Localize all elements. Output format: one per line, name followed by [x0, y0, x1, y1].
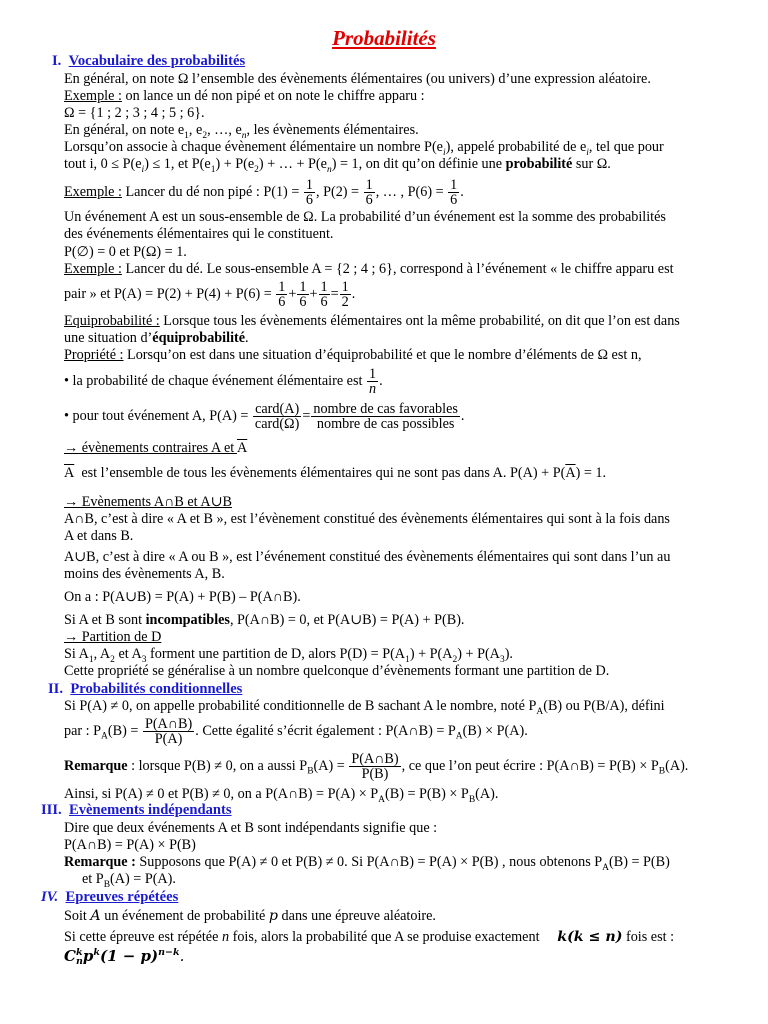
paragraph	[64, 698, 665, 715]
text: , tel que pour	[588, 139, 664, 155]
numerator: 1	[341, 279, 349, 295]
text: • la probabilité de chaque événement élémentaire est	[64, 372, 366, 389]
text: : lorsque P(B) ≠ 0, on a aussi P	[127, 757, 308, 774]
text: ).	[504, 646, 513, 662]
math-symbol: n	[221, 929, 230, 945]
numerator: 1	[365, 177, 373, 193]
denominator: 6	[450, 192, 458, 208]
paragraph: P(∅) = 0 et P(Ω) = 1.	[64, 244, 187, 260]
numerator: card(A)	[253, 402, 301, 417]
paragraph: A et dans B.	[64, 528, 134, 544]
numerator: nombre de cas favorables	[313, 401, 458, 417]
definition-label: Equiprobabilité :	[64, 313, 160, 329]
numerator: P(A∩B)	[351, 751, 399, 767]
fraction	[297, 280, 308, 309]
subscript: n	[75, 956, 83, 967]
text: pair » et P(A) = P(2) + P(4) + P(6) =	[64, 285, 276, 302]
fraction	[364, 178, 375, 207]
text: fois, alors la probabilité que A se produise exactement	[229, 929, 544, 945]
subscript: B	[103, 879, 111, 890]
denominator: 6	[278, 294, 286, 310]
page-title: Probabilités	[332, 26, 436, 50]
text: ) ≤ 1, et P(e	[144, 156, 211, 172]
subscript: A	[378, 794, 386, 805]
remark	[64, 752, 688, 781]
example-text: on lance un dé non pipé et on note le chiffre apparu :	[121, 88, 425, 104]
section-title: Epreuves répétées	[65, 889, 179, 905]
text: (B) × P(A).	[462, 722, 528, 739]
text: un événement de probabilité	[100, 908, 269, 924]
numerator: 1	[450, 177, 458, 193]
remark-label: Remarque :	[64, 854, 136, 870]
denominator: 6	[365, 192, 373, 208]
text: fois est :	[622, 929, 675, 945]
section-1-heading	[52, 53, 245, 70]
section-4-heading	[41, 889, 178, 906]
formula: P(A∩B) = P(A) × P(B)	[64, 837, 196, 853]
section-number: III.	[41, 802, 62, 818]
text: ) = 1, on dit qu’on définie une	[331, 156, 506, 172]
text: ) + P(A	[457, 646, 500, 662]
fraction	[304, 178, 315, 207]
complement-symbol: $\overline{A}$	[64, 465, 75, 481]
text: (A) = P(A).	[110, 871, 176, 887]
text: , P(2) =	[315, 183, 363, 200]
text: (A).	[665, 757, 689, 774]
text: forment une partition de D, alors P(D) = P(A	[146, 646, 406, 662]
denominator: nombre de cas possibles	[316, 416, 455, 432]
section-3-heading	[41, 802, 232, 819]
paragraph: A∪B, c’est à dire « A ou B », est l’événement constitué des évènements élémentaires qui sont dans l’un au	[64, 549, 671, 565]
example-line	[64, 88, 425, 105]
subscript: A	[455, 731, 463, 742]
superscript: k	[75, 947, 83, 958]
text: ) + P(A	[409, 646, 453, 662]
subscript: B	[307, 766, 314, 777]
text: Ainsi, si P(A) ≠ 0 et P(B) ≠ 0, on a P(A∩B) = P(A) × P	[64, 786, 379, 802]
keyword: probabilité	[505, 156, 573, 172]
formula: On a : P(A∪B) = P(A) + P(B) – P(A∩B).	[64, 589, 301, 605]
definition	[64, 313, 680, 330]
paragraph: Si $A_1$, $A_2$ et $A_3$ forment une partition de D, alors $P(D) = P(A_1) + P(A_2) + P(A_3)$.	[64, 646, 513, 665]
math-symbol: C	[64, 947, 76, 965]
binomial-formula	[64, 948, 184, 966]
text: .	[245, 330, 249, 346]
text: (A) =	[313, 757, 349, 774]
text: Supposons que P(A) ≠ 0 et P(B) ≠ 0. Si P(A∩B) = P(A) × P(B) , nous obtenons P	[135, 854, 603, 870]
text: (A).	[475, 786, 499, 802]
elementary-events: En général, on note $e_1$, $e_2$, …, $e_n$, les évènements élémentaires.	[64, 122, 419, 141]
numerator: 1	[305, 177, 313, 193]
text: dans une épreuve aléatoire.	[278, 908, 436, 924]
text: tout i, 0 ≤ P(e	[64, 156, 142, 172]
bullet-item: • pour tout événement A, P(A) = $\frac{\text{card(A)}}{\text{card(Ω)}}$ = $\frac{\text{nombre de cas favorables}}{\text{nombre de cas possibles}}$ .	[64, 401, 465, 432]
subsection-heading	[64, 440, 247, 457]
text: , ce que l’on peut écrire : P(A∩B) = P(B) × P	[401, 757, 659, 774]
section-2-heading	[48, 681, 242, 698]
paragraph	[64, 908, 436, 925]
paragraph	[64, 612, 464, 629]
text: → évènements contraires A et	[64, 440, 237, 456]
text: est l’ensemble de tous les évènements élémentaires qui ne sont pas dans A. P(A) + P(	[77, 465, 566, 481]
math-symbol: (1 − p)	[99, 947, 159, 965]
paragraph	[82, 871, 176, 888]
numerator: 1	[368, 366, 377, 382]
example-line: Exemple : Lancer du dé non pipé : P(1) = $\frac{1}{6}$ , P(2) = $\frac{1}{6}$ , … , P(6) = $\frac{1}{6}$ .	[64, 177, 464, 208]
complement-symbol: $\overline{A}$	[565, 465, 576, 481]
text: Si P(A) ≠ 0, on appelle probabilité conditionnelle de B sachant A le nombre, noté P	[64, 698, 537, 714]
paragraph: moins des évènements A, B.	[64, 566, 225, 582]
text: .	[179, 947, 185, 965]
paragraph: A∩B, c’est à dire « A et B », est l’évènement constitué des évènements élémentaires qui sont à la fois dans	[64, 511, 670, 527]
subscript: B	[658, 766, 666, 777]
remark-label: Remarque	[64, 757, 128, 774]
text: Si cette épreuve est répétée	[64, 929, 222, 945]
example-label: Exemple :	[64, 261, 122, 277]
text: . Cette égalité s’écrit également : P(A∩B) = P	[195, 722, 456, 739]
math-symbol: k(k ≤ n)	[557, 929, 623, 945]
text: Lancer du dé. Le sous-ensemble A = {2 ; 4 ; 6}, correspond à l’événement « le chiffre apparu est	[121, 261, 674, 277]
text: (B) ou P(B/A), défini	[543, 698, 665, 714]
text: Lancer du dé non pipé : P(1) =	[121, 183, 303, 200]
text: , …, e	[207, 122, 242, 138]
denominator: 6	[299, 294, 307, 310]
paragraph: Un événement A est un sous-ensemble de Ω. La probabilité d’un événement est la somme des probabilités	[64, 209, 666, 225]
numerator: 1	[278, 279, 286, 295]
paragraph: En général, on note Ω l’ensemble des évènements élémentaires (ou univers) d’une expression aléatoire.	[64, 71, 651, 87]
fraction	[276, 280, 287, 309]
text: Lorsqu’on associe à chaque évènement élémentaire un nombre P(e	[64, 139, 443, 155]
superscript: n−k	[158, 947, 180, 958]
text: ) + P(e	[215, 156, 255, 172]
text: (B) = P(B)	[609, 854, 670, 870]
fraction	[448, 178, 459, 207]
text: Lorsqu’on est dans une situation d’équiprobabilité et que le nombre d’éléments de Ω est n,	[123, 347, 642, 363]
text: , … , P(6) =	[375, 183, 448, 200]
example-label: Exemple :	[64, 88, 122, 104]
fraction	[319, 280, 330, 309]
math-symbol: p	[82, 947, 94, 965]
text: et P	[82, 871, 104, 887]
text: sur Ω.	[572, 156, 611, 172]
fraction	[367, 367, 378, 396]
paragraph: Lorsqu’on associe à chaque évènement élémentaire un nombre $P(e_i)$, appelé probabilité de $e_i$, tel que pour	[64, 139, 664, 158]
text: (B) = P(B) × P	[385, 786, 469, 802]
numerator: 1	[299, 279, 307, 295]
section-title: Vocabulaire des probabilités	[68, 53, 246, 69]
text: , P(A∩B) = 0, et P(A∪B) = P(A) + P(B).	[229, 612, 465, 628]
paragraph: Dire que deux événements A et B sont indépendants signifie que :	[64, 820, 438, 836]
example-label: Exemple :	[64, 183, 122, 200]
example-line	[64, 261, 674, 278]
remark	[64, 854, 670, 871]
section-title: Evènements indépendants	[68, 802, 232, 818]
paragraph: pair » et P(A) = P(2) + P(4) + P(6) = $\frac{1}{6}$ + $\frac{1}{6}$ + $\frac{1}{6}$ = $\frac{1}{2}$ .	[64, 279, 356, 310]
text: , A	[93, 646, 111, 662]
denominator: n	[368, 381, 377, 397]
subscript: A	[602, 862, 610, 873]
section-number: II.	[48, 681, 64, 697]
paragraph	[64, 330, 249, 347]
text: Si A et B sont	[64, 612, 146, 628]
section-number: IV.	[41, 889, 59, 905]
section-number: I.	[52, 53, 62, 69]
fraction	[143, 717, 194, 746]
paragraph	[64, 786, 498, 803]
text: ) + … + P(e	[258, 156, 327, 172]
text: Lorsque tous les évènements élémentaires ont la même probabilité, on dit que l’on est dans	[159, 313, 680, 329]
numerator: 1	[320, 279, 328, 295]
fraction	[311, 402, 460, 431]
text: ) = 1.	[575, 465, 607, 481]
bullet-item: • la probabilité de chaque événement élémentaire est $\frac{1}{n}$ .	[64, 366, 383, 397]
subsection-heading: → Partition de D	[64, 629, 162, 645]
fraction	[253, 402, 301, 431]
subscript: A	[101, 731, 108, 742]
denominator: 6	[305, 192, 313, 208]
paragraph: tout i, $0 \le P(e_i) \le 1$, et $P(e_1) + P(e_2)$ + … + $P(e_n) = 1$, on dit qu’on définie une probabilité sur Ω.	[64, 156, 611, 175]
text: Soit	[64, 908, 91, 924]
fraction	[340, 280, 351, 309]
subscript: A	[536, 706, 544, 717]
subsection-heading: → Evènements A∩B et A∪B	[64, 494, 232, 510]
text: , les évènements élémentaires.	[246, 122, 419, 138]
math-symbol: p	[268, 908, 278, 924]
text: En général, on note e	[64, 122, 185, 138]
paragraph	[64, 929, 674, 946]
paragraph: Cette propriété se généralise à un nombre quelconque d’évènements formant une partition de D.	[64, 663, 610, 679]
keyword: incompatibles	[145, 612, 230, 628]
denominator: 6	[320, 294, 328, 310]
text: • pour tout événement A, P(A) =	[64, 407, 252, 424]
text: une situation d’	[64, 330, 153, 346]
text: par : P	[64, 722, 102, 739]
numerator: P(A∩B)	[144, 716, 193, 732]
property-label: Propriété :	[64, 347, 124, 363]
paragraph	[64, 465, 606, 482]
section-title: Probabilités conditionnelles	[70, 681, 243, 697]
fraction	[349, 752, 400, 781]
denominator: P(A)	[154, 731, 183, 747]
paragraph: des événements élémentaires qui le constituent.	[64, 226, 334, 242]
omega-set: Ω = {1 ; 2 ; 3 ; 4 ; 5 ; 6}.	[64, 105, 205, 121]
text: ), appelé probabilité de e	[445, 139, 587, 155]
denominator: card(Ω)	[254, 416, 300, 432]
subscript: B	[468, 794, 476, 805]
complement-symbol: $\overline{A}$	[236, 440, 248, 456]
text: (B) =	[107, 722, 142, 739]
denominator: 2	[341, 294, 349, 310]
keyword: équiprobabilité	[152, 330, 246, 346]
formula	[64, 717, 528, 746]
text: Si A	[64, 646, 89, 662]
text: , e	[188, 122, 203, 138]
denominator: P(B)	[361, 766, 389, 782]
superscript: k	[93, 947, 100, 958]
math-symbol: A	[90, 908, 101, 924]
text: et A	[114, 646, 142, 662]
property	[64, 347, 642, 364]
